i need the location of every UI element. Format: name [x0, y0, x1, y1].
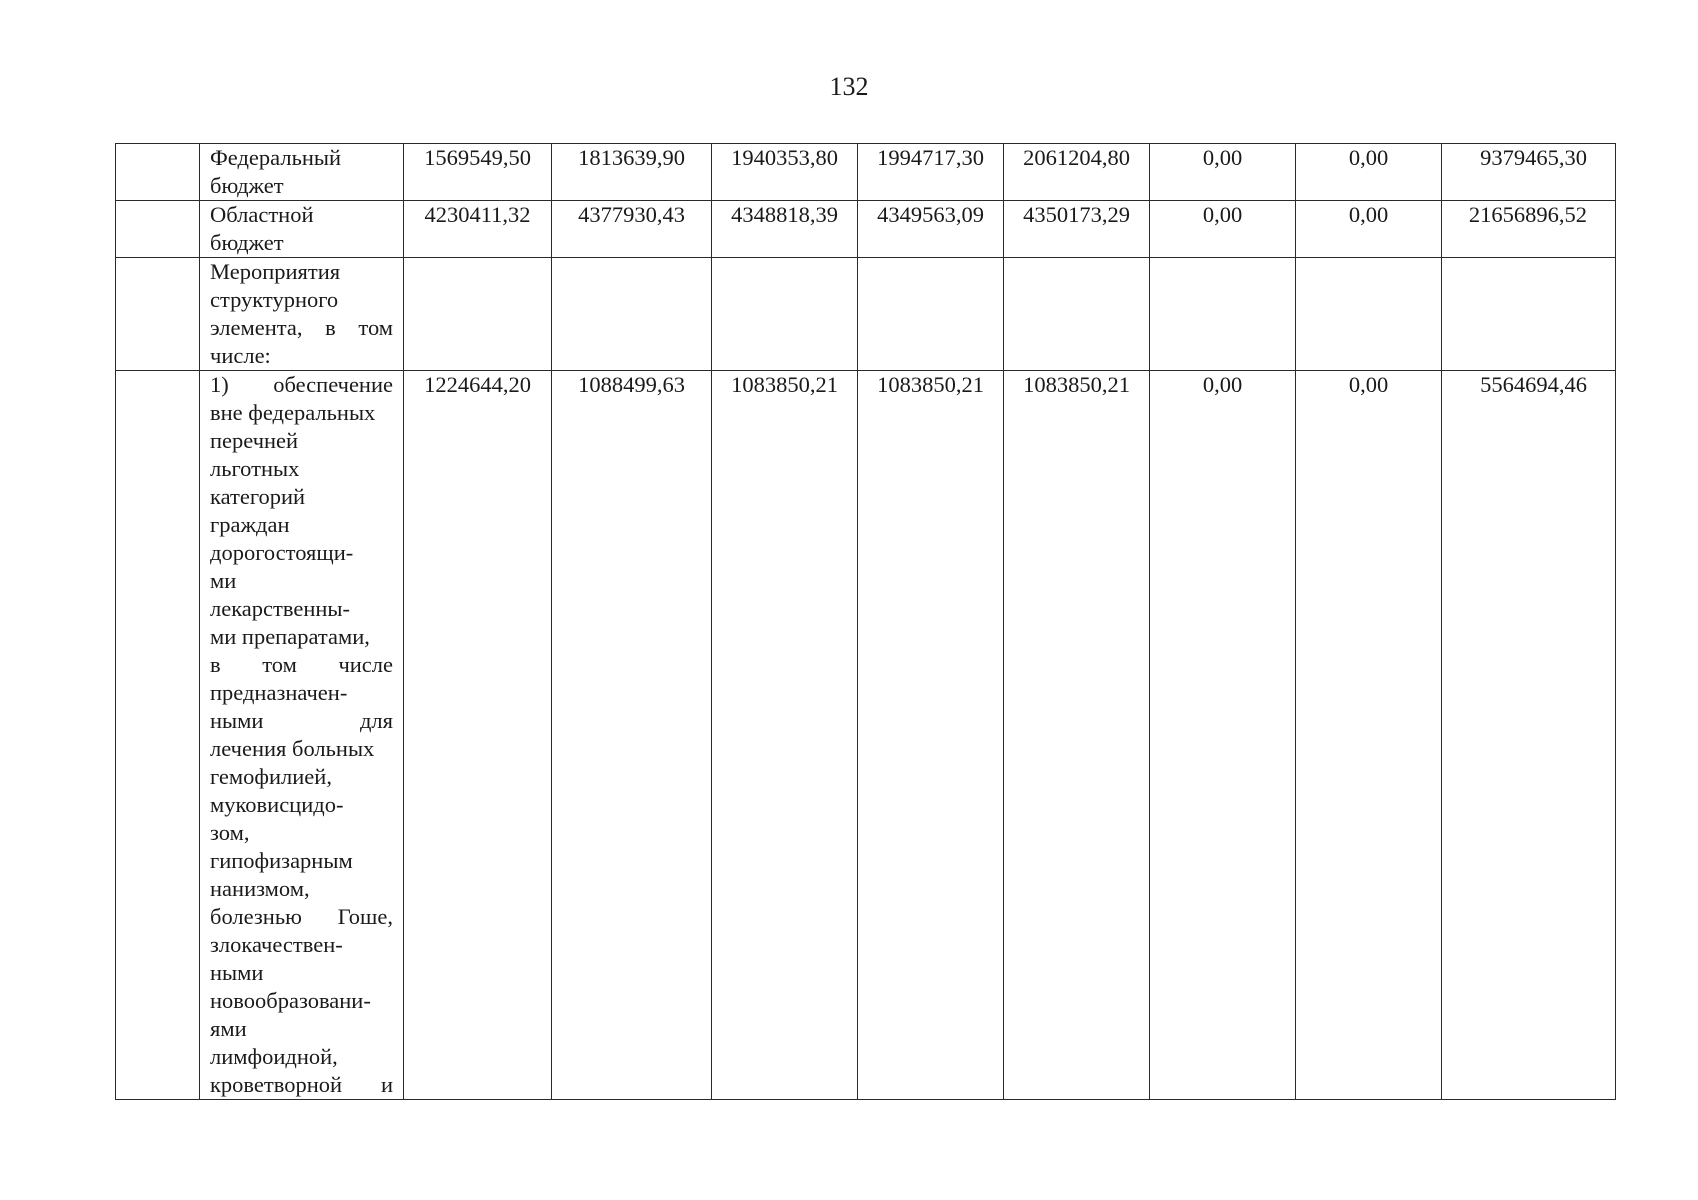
row-blank-cell — [116, 201, 200, 258]
value-cell — [1296, 258, 1442, 371]
value-cell: 4230411,32 — [404, 201, 552, 258]
total-cell: 21656896,52 — [1442, 201, 1616, 258]
name-line: злокачествен- — [210, 932, 343, 957]
name-line: дорогостоящи- — [210, 540, 354, 565]
value-cell: 4348818,39 — [712, 201, 858, 258]
name-line: болезнью Гоше, — [210, 904, 393, 929]
name-line: граждан — [210, 512, 290, 537]
name-line: перечней — [210, 428, 299, 453]
name-line: нанизмом, — [210, 876, 310, 901]
name-line: Федеральный — [210, 145, 342, 170]
value-cell: 1569549,50 — [404, 144, 552, 201]
row-name-cell — [200, 201, 404, 258]
name-line: бюджет — [210, 230, 284, 255]
name-line: ями — [210, 1016, 247, 1041]
value-cell: 1224644,20 — [404, 371, 552, 1100]
name-line: лимфоидной, — [210, 1044, 338, 1069]
value-cell: 2061204,80 — [1004, 144, 1150, 201]
value-cell: 0,00 — [1296, 371, 1442, 1100]
name-line: числе: — [210, 343, 271, 368]
table-row — [116, 371, 1616, 1100]
value-cell — [1150, 258, 1296, 371]
value-cell: 1940353,80 — [712, 144, 858, 201]
value-cell — [712, 258, 858, 371]
name-line: гемофилией, — [210, 764, 332, 789]
name-line: в том числе — [210, 652, 393, 677]
name-line: кроветворной и — [210, 1072, 393, 1097]
total-cell: 9379465,30 — [1442, 144, 1616, 201]
value-cell — [404, 258, 552, 371]
total-cell — [1442, 258, 1616, 371]
value-cell — [858, 258, 1004, 371]
name-line: ми препаратами, — [210, 624, 370, 649]
name-line: ными для — [210, 708, 393, 733]
value-cell: 1088499,63 — [552, 371, 712, 1100]
row-blank-cell — [116, 371, 200, 1100]
value-cell: 1083850,21 — [1004, 371, 1150, 1100]
value-cell: 0,00 — [1150, 201, 1296, 258]
name-line: 1) обеспечение — [210, 372, 393, 397]
value-cell: 4350173,29 — [1004, 201, 1150, 258]
name-line: муковисцидо- — [210, 792, 344, 817]
value-cell: 0,00 — [1296, 201, 1442, 258]
value-cell: 0,00 — [1150, 144, 1296, 201]
budget-table — [115, 143, 1616, 1100]
row-name-cell — [200, 371, 404, 1100]
value-cell: 1813639,90 — [552, 144, 712, 201]
name-line: лечения больных — [210, 736, 375, 761]
name-line: гипофизарным — [210, 848, 353, 873]
value-cell: 4349563,09 — [858, 201, 1004, 258]
value-cell — [552, 258, 712, 371]
row-name-cell — [200, 144, 404, 201]
name-line: категорий — [210, 484, 306, 509]
name-line: льготных — [210, 456, 300, 481]
value-cell: 4377930,43 — [552, 201, 712, 258]
total-cell: 5564694,46 — [1442, 371, 1616, 1100]
page-number: 132 — [829, 72, 869, 101]
name-line: ми — [210, 568, 237, 593]
table-row — [116, 144, 1616, 201]
name-line: бюджет — [210, 173, 284, 198]
name-line: новообразовани- — [210, 988, 371, 1013]
name-line: лекарственны- — [210, 596, 351, 621]
name-line: Областной — [210, 202, 314, 227]
value-cell — [1004, 258, 1150, 371]
name-line: Мероприятия — [210, 259, 341, 284]
table-row — [116, 201, 1616, 258]
value-cell: 0,00 — [1150, 371, 1296, 1100]
value-cell: 0,00 — [1296, 144, 1442, 201]
value-cell: 1083850,21 — [858, 371, 1004, 1100]
name-line: предназначен- — [210, 680, 348, 705]
row-name-cell — [200, 258, 404, 371]
name-line: ными — [210, 960, 264, 985]
name-line: элемента, в том — [210, 315, 393, 340]
value-cell: 1083850,21 — [712, 371, 858, 1100]
name-line: структурного — [210, 287, 339, 312]
table-row — [116, 258, 1616, 371]
name-line: вне федеральных — [210, 400, 376, 425]
name-line: зом, — [210, 820, 250, 845]
row-blank-cell — [116, 258, 200, 371]
value-cell: 1994717,30 — [858, 144, 1004, 201]
row-blank-cell — [116, 144, 200, 201]
